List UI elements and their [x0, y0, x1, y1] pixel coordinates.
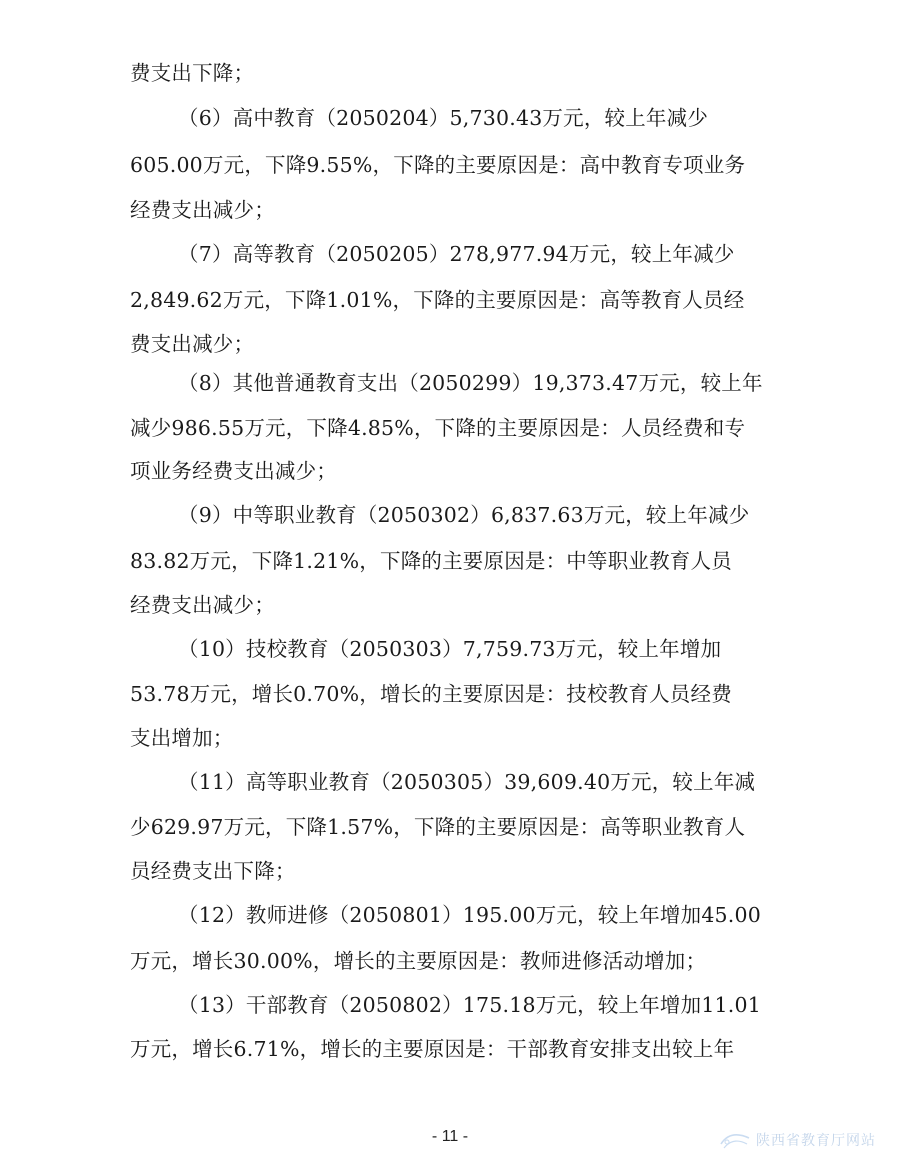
text-line: 减少986.55万元，下降4.85%，下降的主要原因是：人员经费和专 — [130, 416, 746, 440]
text-line: 53.78万元，增长0.70%，增长的主要原因是：技校教育人员经费 — [130, 682, 732, 706]
text-line: （13）干部教育（2050802）175.18万元，较上年增加11.01 — [178, 993, 762, 1017]
page-number: - 11 - — [431, 1128, 469, 1145]
text-line: 费支出减少； — [130, 332, 255, 356]
text-line: 经费支出减少； — [130, 593, 275, 617]
text-line: 支出增加； — [130, 726, 234, 750]
text-line: 员经费支出下降； — [130, 859, 296, 883]
text-line: （9）中等职业教育（2050302）6,837.63万元，较上年减少 — [178, 503, 750, 527]
watermark-text: 陕西省教育厅网站 — [756, 1133, 876, 1149]
text-line: 费支出下降； — [130, 61, 255, 85]
watermark — [718, 1128, 888, 1152]
text-line: 少629.97万元，下降1.57%，下降的主要原因是：高等职业教育人 — [130, 815, 746, 839]
text-line: 83.82万元，下降1.21%，下降的主要原因是：中等职业教育人员 — [130, 549, 732, 573]
text-line: 万元，增长30.00%，增长的主要原因是：教师进修活动增加； — [130, 949, 707, 973]
text-line: 605.00万元，下降9.55%，下降的主要原因是：高中教育专项业务 — [130, 153, 746, 177]
text-line: （6）高中教育（2050204）5,730.43万元，较上年减少 — [178, 106, 709, 130]
text-line: 万元，增长6.71%，增长的主要原因是：干部教育安排支出较上年 — [130, 1037, 735, 1061]
text-line: （10）技校教育（2050303）7,759.73万元，较上年增加 — [178, 637, 722, 661]
text-line: （7）高等教育（2050205）278,977.94万元，较上年减少 — [178, 242, 735, 266]
watermark-logo-icon — [718, 1129, 752, 1151]
text-line: 经费支出减少； — [130, 198, 275, 222]
text-line: （8）其他普通教育支出（2050299）19,373.47万元，较上年 — [178, 371, 763, 395]
text-line: （11）高等职业教育（2050305）39,609.40万元，较上年减 — [178, 770, 756, 794]
text-line: 项业务经费支出减少； — [130, 459, 337, 483]
text-line: 2,849.62万元，下降1.01%，下降的主要原因是：高等教育人员经 — [130, 288, 745, 312]
text-line: （12）教师进修（2050801）195.00万元，较上年增加45.00 — [178, 903, 762, 927]
